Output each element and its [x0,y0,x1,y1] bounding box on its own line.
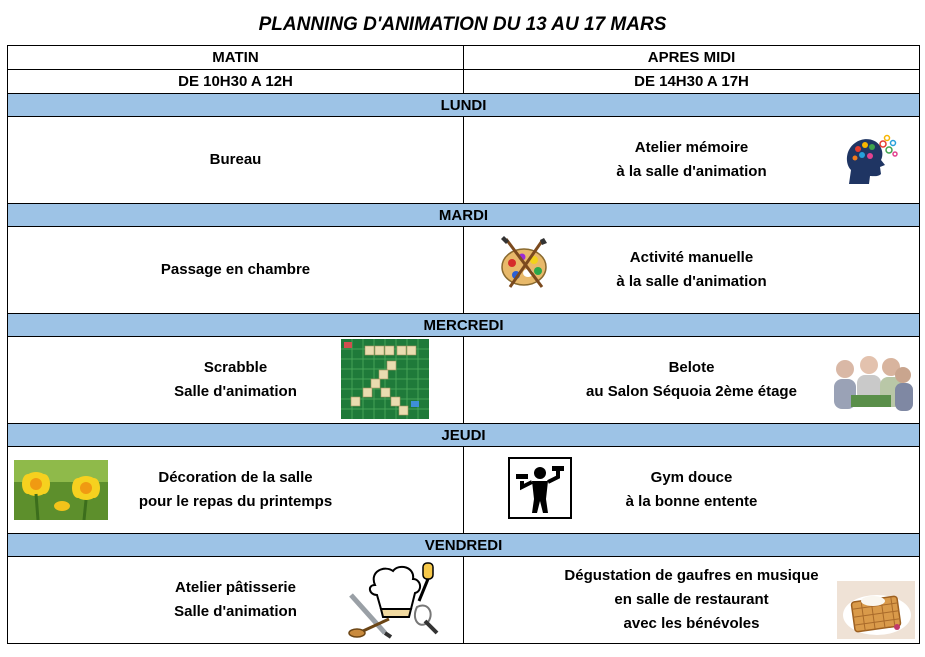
activity-line: Atelier pâtisserie [175,579,296,596]
activity-line: à la salle d'animation [616,273,767,290]
activity-cell-afternoon [464,447,920,534]
day-row-mardi [8,227,920,314]
activity-line: pour le repas du printemps [138,493,333,510]
day-header-lundi: LUNDI [8,94,920,117]
day-row-vendredi [8,557,920,644]
activity-cell-afternoon [464,337,920,424]
morning-hours: DE 10H30 A 12H [8,70,464,94]
activity-line: Atelier mémoire [634,139,749,156]
day-header-vendredi: VENDREDI [8,534,920,557]
activity-cell-morning [8,337,464,424]
afternoon-hours: DE 14H30 A 17H [464,70,920,94]
activity-line: Dégustation de gaufres en musique [564,567,819,584]
activity-cell-morning [8,227,464,314]
morning-column-label: MATIN [8,46,464,70]
day-row-mercredi [8,337,920,424]
day-header-jeudi: JEUDI [8,424,920,447]
activity-line: Gym douce [650,469,733,486]
activity-line: Belote [668,359,715,376]
activity-cell-morning [8,447,464,534]
activity-line: au Salon Séquoia 2ème étage [586,383,797,400]
day-row-lundi [8,117,920,204]
activity-line: Activité manuelle [629,249,754,266]
activity-line: Salle d'animation [174,383,297,400]
schedule-table [7,45,920,644]
activity-line: Passage en chambre [160,261,311,278]
column-hours-row [8,70,920,94]
activity-cell-afternoon [464,227,920,314]
activity-line: Scrabble [203,359,268,376]
activity-line: avec les bénévoles [623,615,760,632]
activity-line: Salle d'animation [174,603,297,620]
afternoon-column-label: APRES MIDI [464,46,920,70]
activity-cell-morning [8,117,464,204]
activity-line: Décoration de la salle [158,469,313,486]
day-row-jeudi [8,447,920,534]
activity-cell-morning [8,557,464,644]
activity-line: en salle de restaurant [614,591,769,608]
activity-line: à la salle d'animation [616,163,767,180]
page-title: PLANNING D'ANIMATION DU 13 AU 17 MARS [258,14,667,35]
activity-cell-afternoon [464,117,920,204]
column-label-row [8,46,920,70]
day-header-mercredi: MERCREDI [8,314,920,337]
activity-cell-afternoon [464,557,920,644]
activity-line: Bureau [209,151,262,168]
activity-line: à la bonne entente [625,493,758,510]
day-header-mardi: MARDI [8,204,920,227]
